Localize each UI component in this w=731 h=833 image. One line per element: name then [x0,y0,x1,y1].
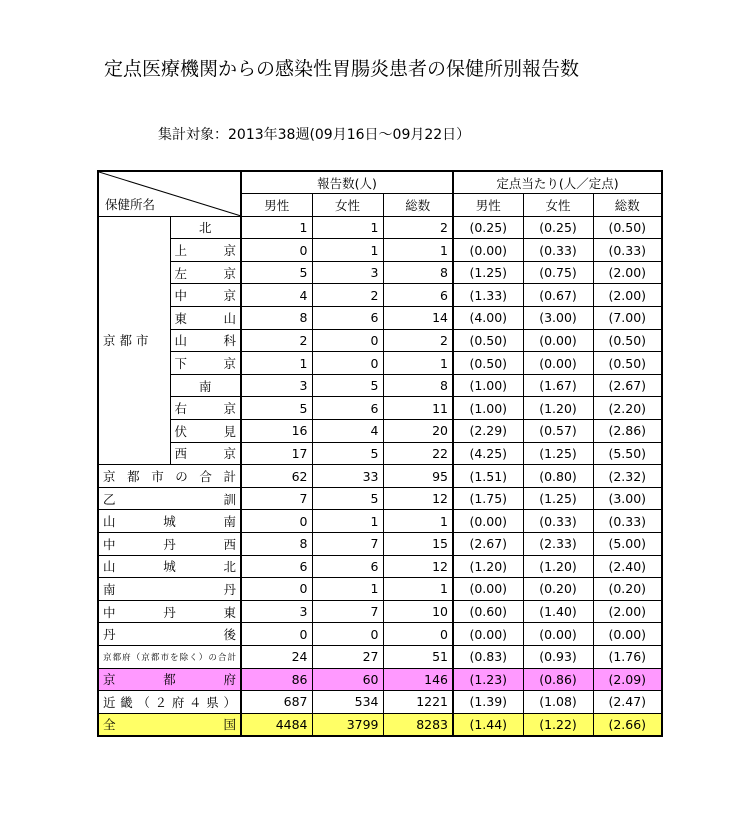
ward-name: 東 山 [170,307,241,330]
cell-rm: (1.39) [453,691,523,714]
health-center-name: 山城北 [98,555,241,578]
cell-rm: (0.60) [453,600,523,623]
cell-m: 6 [241,555,312,578]
cell-rm: (1.75) [453,487,523,510]
cell-rm: (1.44) [453,713,523,736]
cell-rf: (1.08) [523,691,593,714]
cell-t: 2 [383,216,453,239]
cell-t: 51 [383,645,453,668]
ward-name: 右 京 [170,397,241,420]
kyoto-city-group-label: 京都市 [98,216,170,465]
cell-m: 17 [241,442,312,465]
cell-m: 62 [241,465,312,488]
table-row [98,510,662,533]
cell-m: 5 [241,397,312,420]
ward-name: 下 京 [170,352,241,375]
cell-rm: (1.23) [453,668,523,691]
cell-rt: (2.00) [593,600,662,623]
cell-t: 12 [383,487,453,510]
table-row [98,307,662,330]
cell-m: 0 [241,510,312,533]
cell-rf: (0.00) [523,329,593,352]
cell-f: 1 [312,578,383,601]
cell-rf: (0.00) [523,623,593,646]
cell-f: 60 [312,668,383,691]
cell-m: 0 [241,578,312,601]
cell-rf: (1.25) [523,487,593,510]
period-subtitle: 集計対象：2013年38週(09月16日～09月22日） [158,127,471,143]
cell-m: 2 [241,329,312,352]
cell-t: 146 [383,668,453,691]
cell-f: 534 [312,691,383,714]
cell-t: 20 [383,420,453,443]
ward-name: 南 [170,374,241,397]
table-row [98,533,662,556]
table-row [98,239,662,262]
cell-rt: (5.50) [593,442,662,465]
corner-label: 保健所名 [105,196,156,212]
table-row [98,284,662,307]
cell-rm: (1.51) [453,465,523,488]
health-center-name: 山城南 [98,510,241,533]
cell-rm: (2.67) [453,533,523,556]
cell-rf: (0.25) [523,216,593,239]
cell-m: 16 [241,420,312,443]
cell-f: 4 [312,420,383,443]
health-center-name: 南丹 [98,578,241,601]
table-row [98,578,662,601]
cell-rf: (1.25) [523,442,593,465]
col-rate-male: 男性 [453,194,523,217]
cell-rm: (0.00) [453,578,523,601]
cell-f: 1 [312,216,383,239]
ward-name: 山 科 [170,329,241,352]
cell-t: 8 [383,374,453,397]
cell-t: 6 [383,284,453,307]
cell-rt: (0.00) [593,623,662,646]
cell-f: 3 [312,261,383,284]
cell-rm: (1.00) [453,374,523,397]
cell-t: 11 [383,397,453,420]
ward-name: 西 京 [170,442,241,465]
cell-f: 1 [312,239,383,262]
cell-rm: (0.83) [453,645,523,668]
cell-t: 1221 [383,691,453,714]
cell-t: 15 [383,533,453,556]
cell-f: 6 [312,307,383,330]
cell-rm: (0.00) [453,510,523,533]
cell-rt: (2.66) [593,713,662,736]
cell-f: 5 [312,442,383,465]
cell-rt: (1.76) [593,645,662,668]
table-row [98,261,662,284]
cell-rm: (0.00) [453,239,523,262]
cell-rm: (2.29) [453,420,523,443]
cell-rf: (0.57) [523,420,593,443]
cell-rf: (0.33) [523,510,593,533]
ward-name: 北 [170,216,241,239]
cell-m: 3 [241,374,312,397]
cell-rm: (0.00) [453,623,523,646]
cell-rf: (3.00) [523,307,593,330]
cell-rf: (0.33) [523,239,593,262]
cell-f: 1 [312,510,383,533]
cell-m: 0 [241,239,312,262]
cell-rm: (0.50) [453,352,523,375]
national-label: 全国 [98,713,241,736]
cell-rt: (5.00) [593,533,662,556]
cell-t: 12 [383,555,453,578]
cell-f: 0 [312,623,383,646]
table-row [98,374,662,397]
cell-rt: (2.20) [593,397,662,420]
cell-rf: (0.75) [523,261,593,284]
cell-t: 1 [383,239,453,262]
cell-rf: (0.93) [523,645,593,668]
cell-rt: (2.32) [593,465,662,488]
table-row [98,420,662,443]
cell-rt: (0.20) [593,578,662,601]
cell-rt: (2.47) [593,691,662,714]
cell-rt: (3.00) [593,487,662,510]
reports-group-header: 報告数(人) [241,171,453,194]
cell-m: 1 [241,352,312,375]
cell-rm: (1.20) [453,555,523,578]
cell-rf: (2.33) [523,533,593,556]
ward-name: 上 京 [170,239,241,262]
health-center-name: 中丹西 [98,533,241,556]
cell-rt: (2.09) [593,668,662,691]
table-row [98,555,662,578]
rate-group-header: 定点当たり(人／定点) [453,171,662,194]
cell-rm: (0.25) [453,216,523,239]
cell-m: 1 [241,216,312,239]
cell-rf: (1.20) [523,397,593,420]
col-male: 男性 [241,194,312,217]
cell-rf: (0.20) [523,578,593,601]
cell-rf: (0.80) [523,465,593,488]
table-row [98,465,662,488]
cell-t: 22 [383,442,453,465]
cell-m: 8 [241,533,312,556]
table-row [98,713,662,736]
cell-rf: (1.22) [523,713,593,736]
cell-m: 5 [241,261,312,284]
cell-m: 8 [241,307,312,330]
kinki-label: 近畿（２府４県） [98,691,241,714]
cell-f: 6 [312,555,383,578]
cell-rt: (2.40) [593,555,662,578]
cell-m: 0 [241,623,312,646]
cell-rf: (1.40) [523,600,593,623]
cell-t: 95 [383,465,453,488]
cell-t: 1 [383,578,453,601]
health-center-name: 乙訓 [98,487,241,510]
cell-rt: (0.33) [593,510,662,533]
cell-rt: (0.50) [593,329,662,352]
table-row [98,600,662,623]
table-row [98,691,662,714]
cell-m: 7 [241,487,312,510]
cell-m: 687 [241,691,312,714]
cell-rt: (0.50) [593,216,662,239]
col-female: 女性 [312,194,383,217]
cell-rf: (0.00) [523,352,593,375]
cell-rt: (2.00) [593,261,662,284]
cell-rm: (1.00) [453,397,523,420]
cell-f: 7 [312,600,383,623]
cell-m: 3 [241,600,312,623]
cell-t: 1 [383,352,453,375]
cell-rt: (7.00) [593,307,662,330]
cell-f: 0 [312,329,383,352]
cell-rf: (0.86) [523,668,593,691]
cell-t: 2 [383,329,453,352]
col-total: 総数 [383,194,453,217]
page-title: 定点医療機関からの感染性胃腸炎患者の保健所別報告数 [104,58,580,80]
ward-name: 左 京 [170,261,241,284]
cell-f: 2 [312,284,383,307]
city-total-label: 京都市の合計 [98,465,241,488]
cell-rm: (4.00) [453,307,523,330]
table-row [98,352,662,375]
cell-rt: (2.00) [593,284,662,307]
cell-rm: (1.25) [453,261,523,284]
ward-name: 伏 見 [170,420,241,443]
cell-t: 8 [383,261,453,284]
corner-header [98,171,241,216]
cell-rt: (2.67) [593,374,662,397]
cell-rt: (0.50) [593,352,662,375]
pref-excl-city-label: 京都府（京都市を除く）の合計 [98,645,241,668]
pref-total-label: 京都府 [98,668,241,691]
table-row [98,329,662,352]
cell-f: 33 [312,465,383,488]
cell-rf: (1.20) [523,555,593,578]
table-row [98,645,662,668]
cell-rm: (4.25) [453,442,523,465]
table-row [98,397,662,420]
cell-rf: (0.67) [523,284,593,307]
cell-f: 7 [312,533,383,556]
health-center-name: 丹後 [98,623,241,646]
cell-f: 27 [312,645,383,668]
cell-t: 10 [383,600,453,623]
cell-t: 14 [383,307,453,330]
report-table [97,170,663,737]
table-row [98,623,662,646]
cell-rm: (1.33) [453,284,523,307]
table-row [98,487,662,510]
cell-rf: (1.67) [523,374,593,397]
cell-t: 8283 [383,713,453,736]
cell-f: 6 [312,397,383,420]
cell-f: 0 [312,352,383,375]
cell-t: 0 [383,623,453,646]
cell-f: 5 [312,487,383,510]
table-row [98,442,662,465]
cell-m: 4484 [241,713,312,736]
col-rate-female: 女性 [523,194,593,217]
health-center-name: 中丹東 [98,600,241,623]
cell-m: 24 [241,645,312,668]
cell-f: 5 [312,374,383,397]
cell-rm: (0.50) [453,329,523,352]
cell-t: 1 [383,510,453,533]
cell-f: 3799 [312,713,383,736]
cell-m: 86 [241,668,312,691]
ward-name: 中 京 [170,284,241,307]
cell-m: 4 [241,284,312,307]
table-row [98,216,662,239]
col-rate-total: 総数 [593,194,662,217]
cell-rt: (2.86) [593,420,662,443]
table-row [98,668,662,691]
cell-rt: (0.33) [593,239,662,262]
